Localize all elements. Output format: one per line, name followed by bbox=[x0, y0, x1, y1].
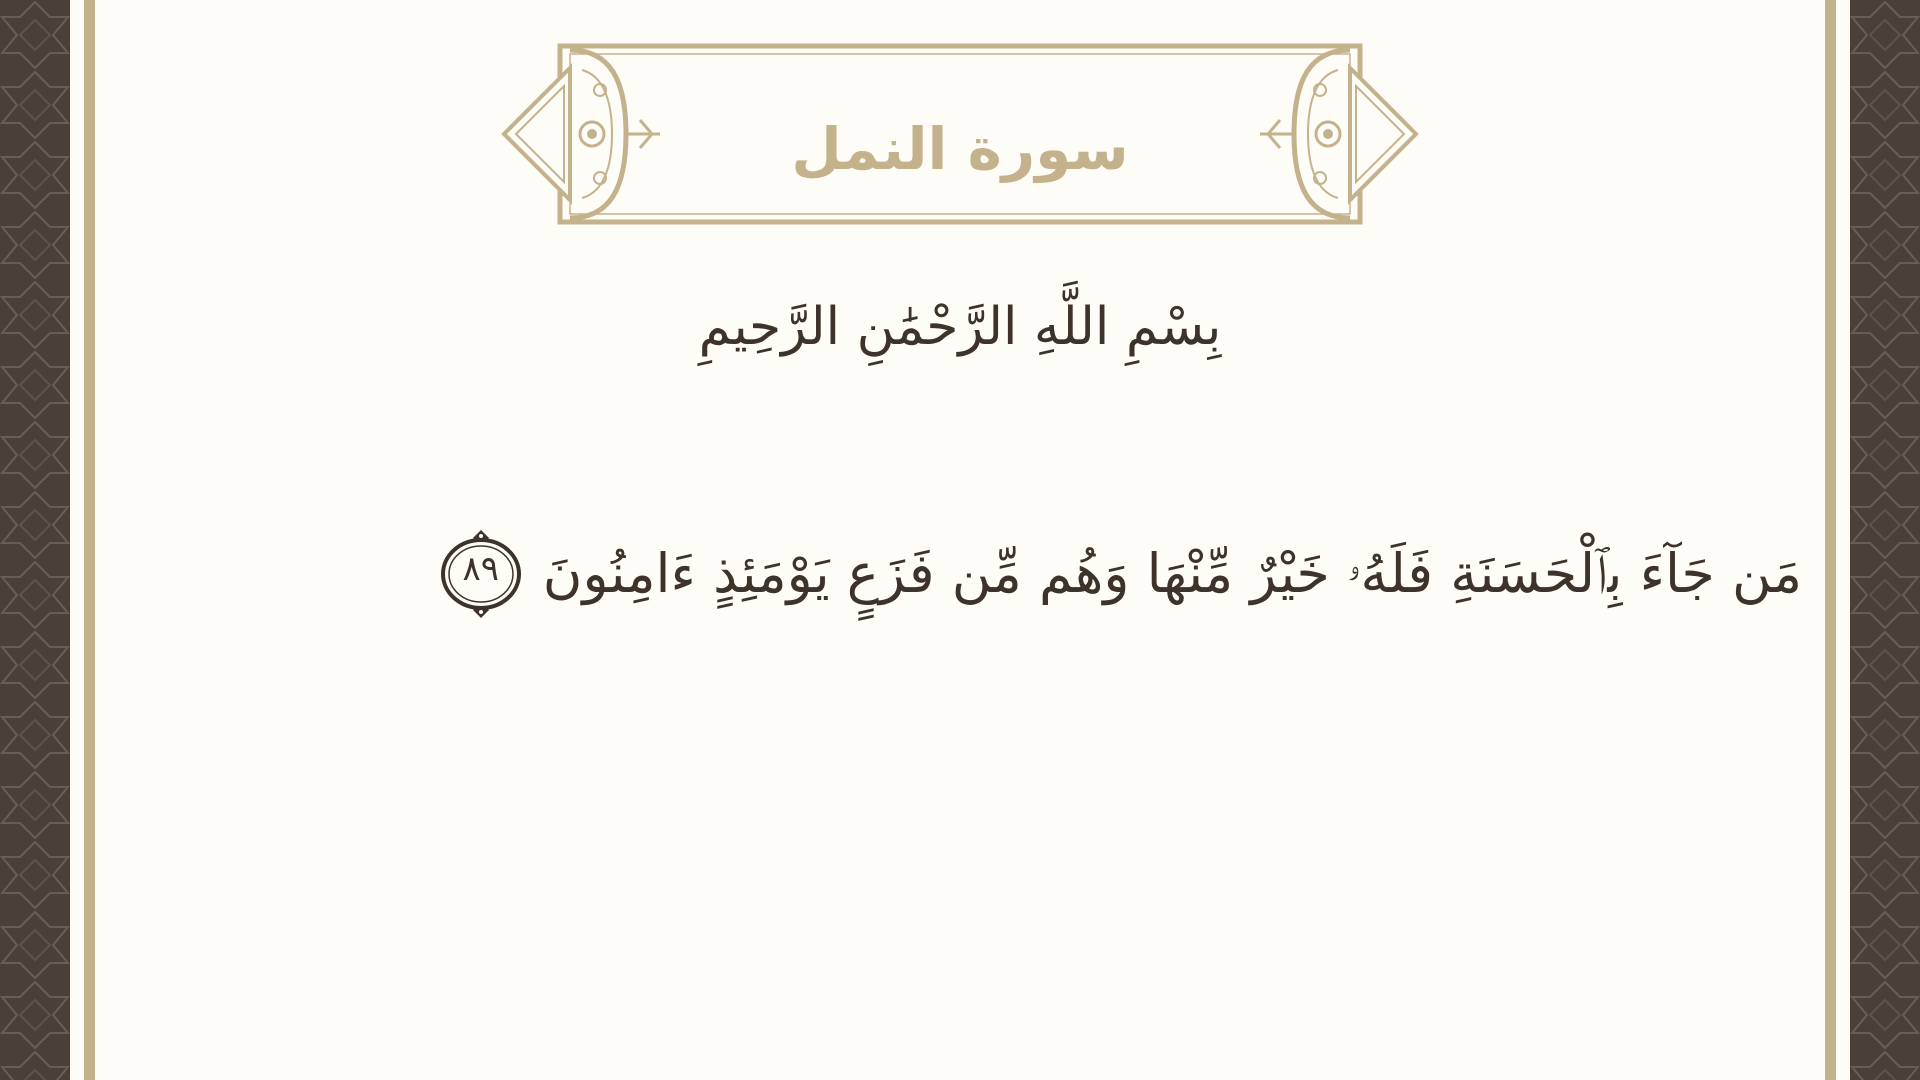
verse-line bbox=[240, 528, 1802, 620]
left-gold-rule bbox=[84, 0, 95, 1080]
surah-title-frame bbox=[500, 40, 1420, 230]
verse-text: مَن جَآءَ بِٱلْحَسَنَةِ فَلَهُۥ خَيْرٌ مِّنْهَا وَهُم مِّن فَزَعٍ يَوْمَئِذٍ ءَامِنُونَ bbox=[542, 541, 1802, 605]
right-cream-gap bbox=[1836, 0, 1850, 1080]
left-cream-gap bbox=[70, 0, 84, 1080]
surah-title: سورة النمل bbox=[791, 115, 1129, 183]
verse-end-marker bbox=[439, 528, 523, 620]
right-border-pattern bbox=[1850, 0, 1920, 1080]
left-border-pattern bbox=[0, 0, 70, 1080]
right-gold-rule bbox=[1825, 0, 1836, 1080]
verse-number: ٨٩ bbox=[462, 549, 500, 589]
geometric-pattern-icon bbox=[0, 0, 70, 1080]
geometric-pattern-icon bbox=[1850, 0, 1920, 1080]
basmala: بِسْمِ اللَّهِ الرَّحْمَٰنِ الرَّحِيمِ bbox=[698, 297, 1222, 357]
